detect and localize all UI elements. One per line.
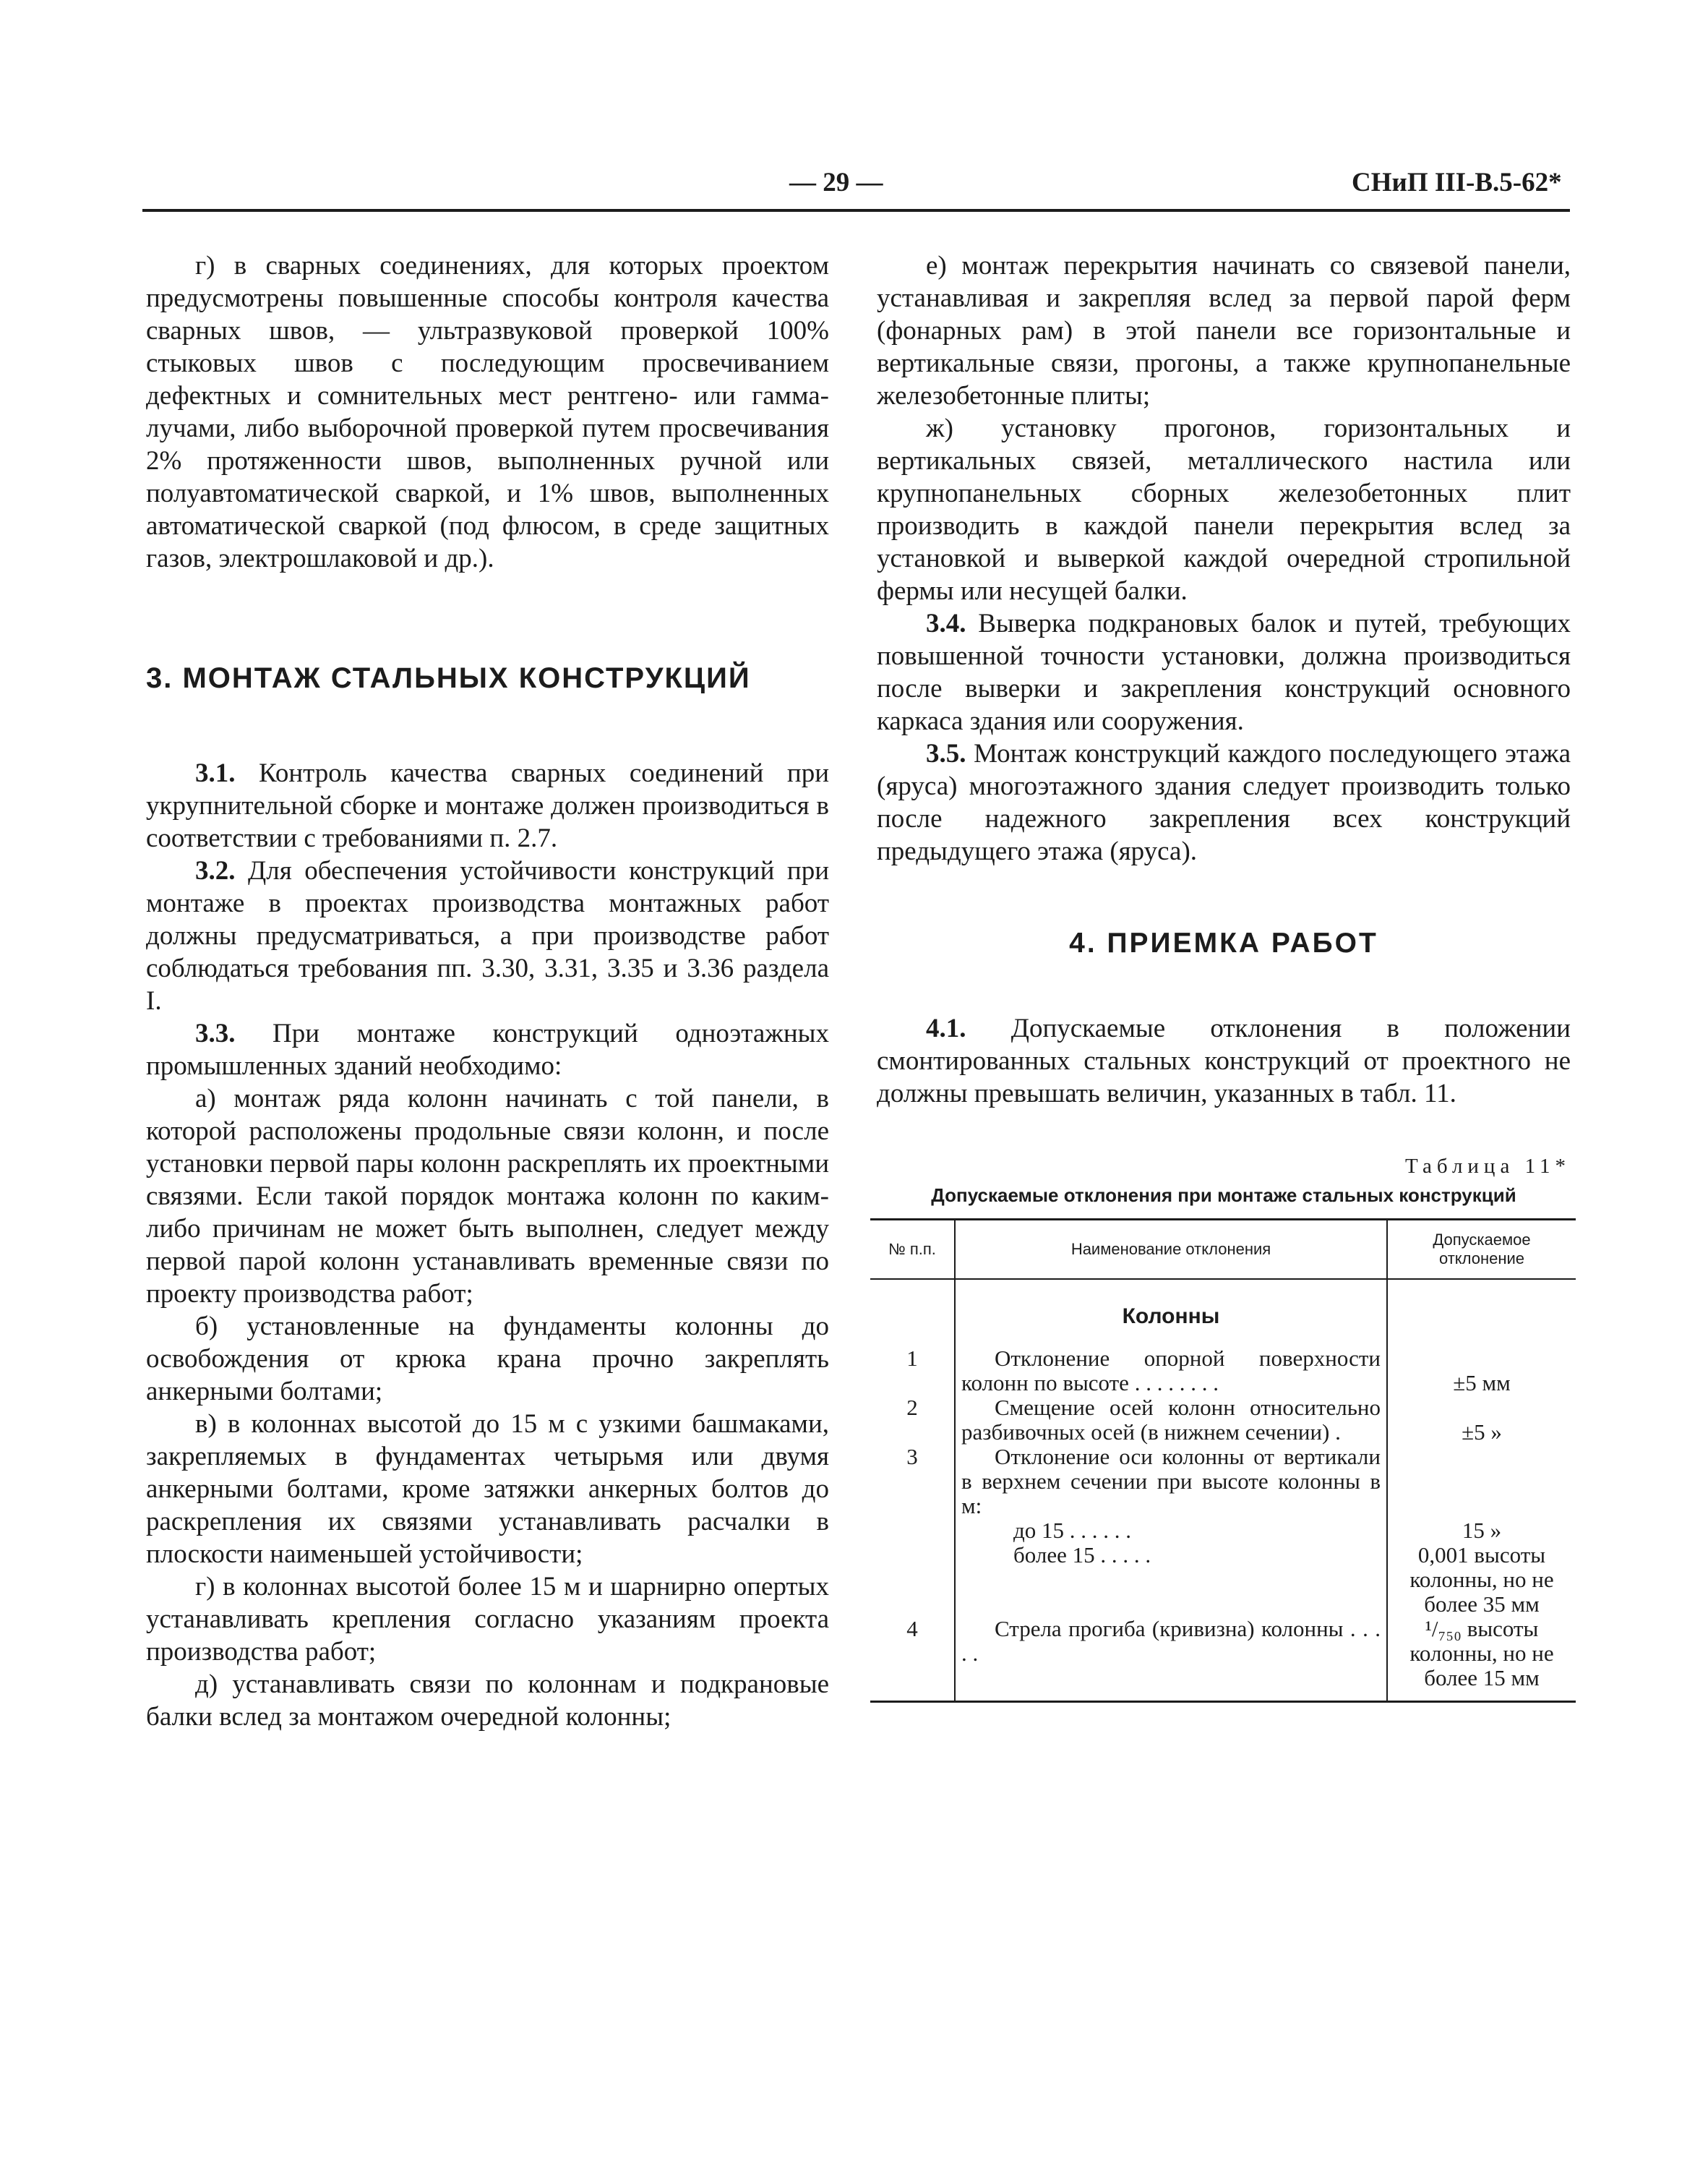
paragraph-4-1	[877, 1012, 1571, 1110]
row-name: Отклонение опорной поверхности колонн по высоте . . . . . . . .	[955, 1346, 1387, 1395]
table-row	[870, 1346, 1576, 1395]
list-item-a: а) монтаж ряда колонн начинать с той панели, в которой расположены продольные связи колонн, и после установки первой пары колонн раскреплять их проектными связями. Если такой порядок монтажа колонн по каким-либо причинам не может быть выполнен, следует между первой парой колонн устанавливать временные связи по проекту производства работ;	[146, 1084, 829, 1309]
paragraph-number: 3.4.	[926, 609, 966, 638]
right-column	[877, 249, 1571, 1703]
header-name: Наименование отклонения	[955, 1220, 1387, 1280]
table-row	[870, 1617, 1576, 1702]
table-title: Допускаемые отклонения при монтаже стальных конструкций	[931, 1184, 1516, 1206]
row-name: более 15 . . . . .	[955, 1543, 1387, 1617]
table-row	[870, 1543, 1576, 1617]
deviations-table	[870, 1218, 1576, 1703]
document-code: СНиП III-В.5-62*	[1352, 168, 1562, 197]
row-number: 3	[870, 1445, 955, 1518]
table-row	[870, 1445, 1576, 1518]
paragraph-text: Контроль качества сварных соединений при укрупнительной сборке и монтаже должен производиться в соответствии с требованиями п. 2.7.	[146, 758, 829, 853]
row-name: Смещение осей колонн относительно разбивочных осей (в нижнем сечении) .	[955, 1395, 1387, 1445]
list-item-b: б) установленные на фундаменты колонны до освобождения от крюка крана прочно закреплять анкерными болтами;	[146, 1312, 829, 1406]
header-num: № п.п.	[870, 1220, 955, 1280]
list-item-e: е) монтаж перекрытия начинать со связевой панели, устанавливая и закрепляя вслед за первой парой ферм (фонарных рам) в этой панели все горизонтальные и вертикальные связи, прогоны, а также крупнопанельные железобетонные плиты;	[877, 251, 1571, 411]
header-rule	[142, 209, 1570, 212]
row-name: Стрела прогиба (кривизна) колонны . . . . .	[955, 1617, 1387, 1702]
paragraph-g: г) в сварных соединениях, для которых проектом предусмотрены повышенные способы контроля качества сварных швов, — ультразвуковой проверкой 100% стыковых швов с последующим просвечиванием дефектных и сомнительных мест рентгено- или гамма-лучами, либо выборочной проверкой путем просвечивания 2% протяженности швов, выполненных ручной или полуавтоматической сваркой, и 1% швов, выполненных автоматической сваркой (под флюсом, в среде защитных газов, электрошлаковой и др.).	[146, 251, 829, 573]
paragraph-text: Выверка подкрановых балок и путей, требующих повышенной точности установки, должна производиться после выверки и закрепления конструкций основного каркаса здания или сооружения.	[877, 609, 1571, 736]
row-name: Отклонение оси колонны от вертикали в верхнем сечении при высоте колонны в м:	[955, 1445, 1387, 1518]
row-number: 1	[870, 1346, 955, 1395]
table-label: Таблица 11*	[1405, 1155, 1571, 1178]
paragraph-text: Для обеспечения устойчивости конструкций при монтаже в проектах производства монтажных работ должны предусматриваться, а при производстве работ соблюдаться требования пп. 3.30, 3.31, 3.35 и 3.36 раздела I.	[146, 856, 829, 1016]
paragraph-3-1	[146, 757, 829, 855]
paragraph-number: 3.5.	[926, 739, 966, 769]
list-item-v: в) в колоннах высотой до 15 м с узкими башмаками, закрепляемых в фундаментах четырьмя или двумя анкерными болтами, кроме затяжки анкерных болтов до раскрепления их связями устанавливать расчалки в плоскости наименьшей устойчивости;	[146, 1409, 829, 1569]
page-number: — 29 —	[789, 168, 883, 197]
table-section-title: Колонны	[955, 1279, 1387, 1346]
paragraph-3-5	[877, 737, 1571, 868]
left-column	[146, 249, 829, 1733]
list-item-d: д) устанавливать связи по колоннам и подкрановые балки вслед за монтажом очередной колонны;	[146, 1669, 829, 1732]
table-row	[870, 1395, 1576, 1445]
paragraph-text: Монтаж конструкций каждого последующего этажа (яруса) многоэтажного здания следует производить только после надежного закрепления всех конструкций предыдущего этажа (яруса).	[877, 739, 1571, 866]
paragraph-3-3	[146, 1017, 829, 1082]
list-item-zh: ж) установку прогонов, горизонтальных и вертикальных связей, металлического настила или крупнопанельных сборных железобетонных плит производить в каждой панели перекрытия вслед за установкой и выверкой каждой очередной стропильной фермы или несущей балки.	[877, 414, 1571, 606]
paragraph-number: 3.3.	[195, 1019, 236, 1048]
row-value	[1387, 1445, 1576, 1518]
paragraph-3-4	[877, 607, 1571, 737]
row-value: ±5 мм	[1453, 1370, 1511, 1395]
paragraph-number: 4.1.	[926, 1014, 966, 1043]
section-4-title: 4. ПРИЕМКА РАБОТ	[1069, 928, 1378, 959]
row-number: 4	[870, 1617, 955, 1702]
row-value: ±5 »	[1462, 1419, 1502, 1445]
table-row	[870, 1518, 1576, 1543]
row-number	[870, 1543, 955, 1617]
paragraph-number: 3.2.	[195, 856, 236, 886]
list-item-g: г) в колоннах высотой более 15 м и шарнирно опертых устанавливать крепления согласно указаниям проекта производства работ;	[146, 1572, 829, 1667]
paragraph-3-2	[146, 855, 829, 1017]
row-number	[870, 1518, 955, 1543]
table-header-row	[870, 1220, 1576, 1280]
section-3-title: 3. МОНТАЖ СТАЛЬНЫХ КОНСТРУКЦИЙ	[146, 662, 751, 694]
header-value: Допускаемое отклонение	[1387, 1220, 1576, 1280]
row-value: 0,001 высоты колонны, но не более 35 мм	[1409, 1542, 1554, 1617]
paragraph-number: 3.1.	[195, 758, 236, 788]
row-number: 2	[870, 1395, 955, 1445]
paragraph-text: Допускаемые отклонения в положении смонтированных стальных конструкций от проектного не должны превышать величин, указанных в табл. 11.	[877, 1014, 1571, 1108]
row-name: до 15 . . . . . .	[955, 1518, 1387, 1543]
paragraph-text: При монтаже конструкций одноэтажных промышленных зданий необходимо:	[146, 1019, 829, 1081]
row-value: 15 »	[1462, 1518, 1502, 1543]
table-section-row	[870, 1279, 1576, 1346]
row-value: ¹/₇₅₀ высоты колонны, но не более 15 мм	[1409, 1616, 1554, 1690]
